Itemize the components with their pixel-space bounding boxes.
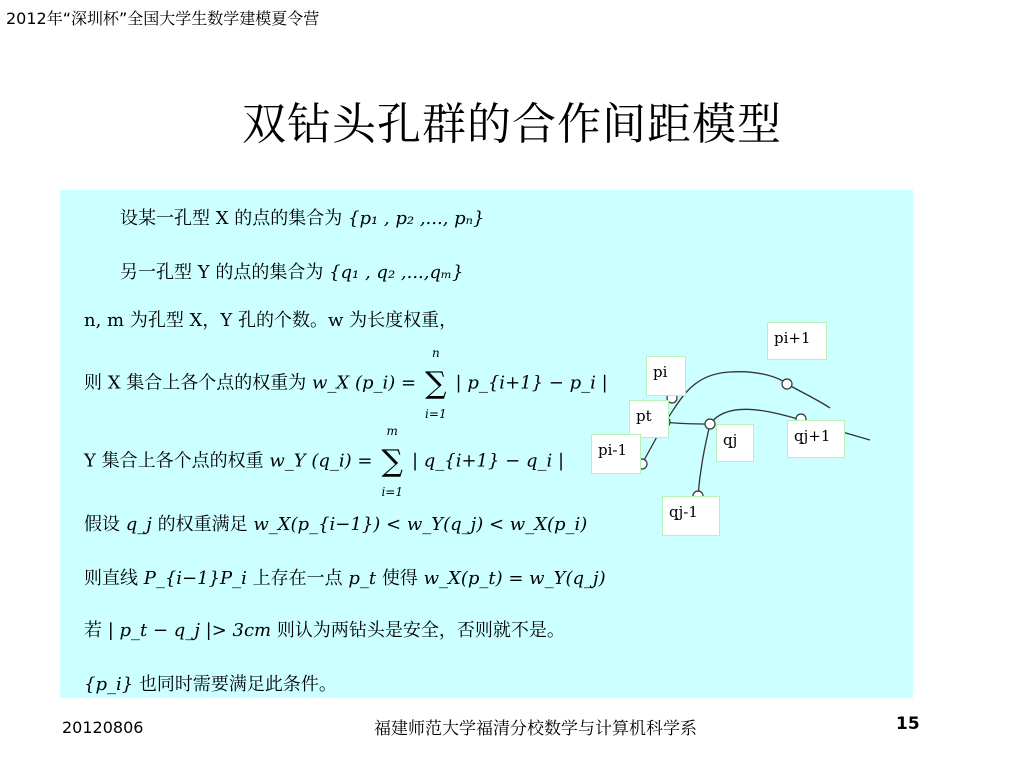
label-pt: pt [629, 400, 669, 438]
label-qj: qj [716, 424, 754, 462]
pi-condition: {p_i} 也同时需要满足此条件。 [84, 674, 337, 695]
label-pi: pi [646, 356, 686, 396]
set-y-definition: 另一孔型 Y 的点的集合为 {q₁ , q₂ ,...,qₘ} [120, 262, 464, 283]
x-weight-formula: 则 X 集合上各个点的权重为 w_X (p_i) = ∑ n i=1 | p_{i+1} − p_i | [84, 346, 608, 421]
label-pi-minus-1: pi-1 [591, 434, 641, 474]
safety-condition: 若 | p_t − q_j |> 3cm 则认为两钻头是安全，否则就不是。 [84, 620, 565, 641]
label-qj-minus-1: qj-1 [662, 496, 720, 536]
footer-department: 福建师范大学福清分校数学与计算机科学系 [374, 719, 697, 739]
event-header: 2012年“深圳杯”全国大学生数学建模夏令营 [6, 9, 320, 28]
summation-icon: ∑ n i=1 [425, 346, 447, 421]
slide-title: 双钻头孔群的合作间距模型 [242, 99, 782, 150]
y-weight-formula: Y 集合上各个点的权重 w_Y (q_i) = ∑ m i=1 | q_{i+1} − q_i | [84, 424, 565, 499]
footer-date: 20120806 [62, 718, 144, 737]
drill-path-diagram [580, 320, 880, 540]
weight-assumption: 假设 q_j 的权重满足 w_X(p_{i−1}) < w_Y(q_j) < w_X(p_i) [84, 514, 588, 535]
point-qj [705, 419, 715, 429]
point-existence: 则直线 P_{i−1}P_i 上存在一点 p_t 使得 w_X(p_t) = w_Y(q_j) [84, 568, 606, 589]
page-number: 15 [896, 714, 920, 734]
label-pi-plus-1: pi+1 [767, 322, 827, 360]
count-weight-description: n, m 为孔型 X，Y 孔的个数。w 为长度权重， [84, 310, 458, 331]
summation-icon: ∑ m i=1 [381, 424, 403, 499]
set-x-definition: 设某一孔型 X 的点的集合为 {p₁ , p₂ ,..., pₙ} [120, 208, 485, 229]
point-pi-plus-1 [782, 379, 792, 389]
label-qj-plus-1: qj+1 [787, 420, 845, 458]
